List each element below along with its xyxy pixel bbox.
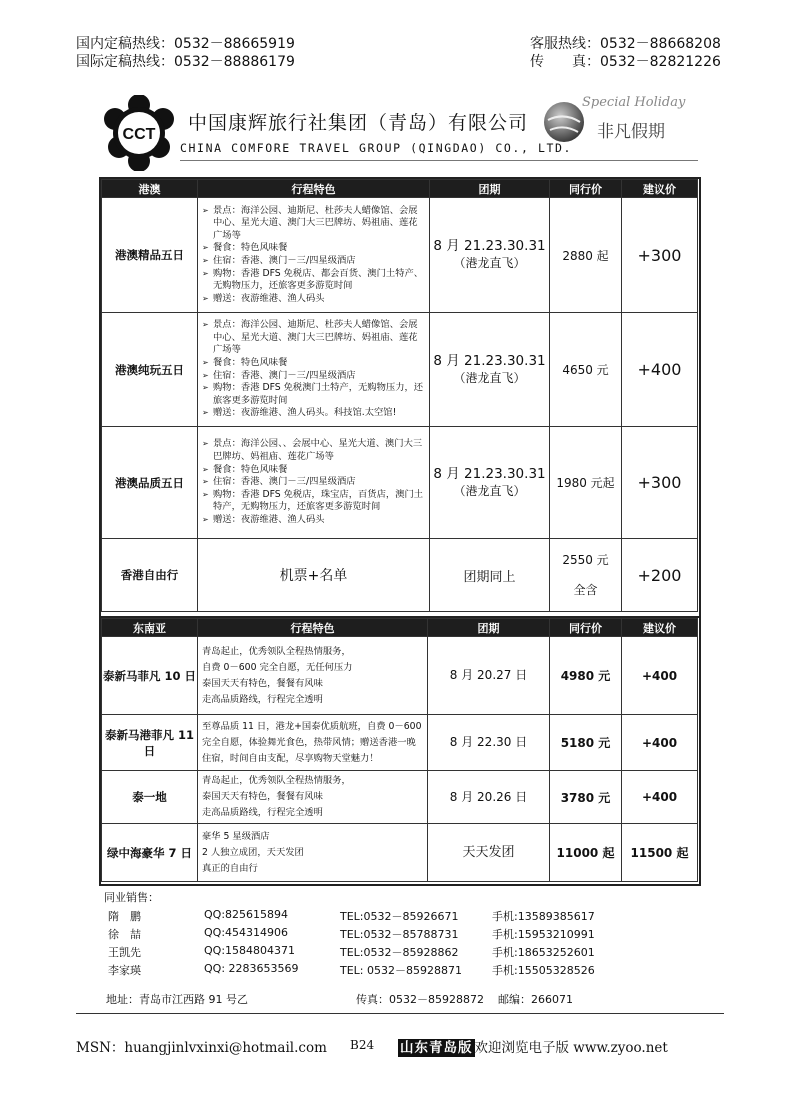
tour-name: 绿中海豪华 7 日 bbox=[102, 824, 198, 882]
col-date: 团期 bbox=[430, 180, 550, 198]
sales-qq: QQ:825615894 bbox=[204, 908, 289, 921]
suggest-price: +400 bbox=[622, 313, 698, 427]
tour-features: 至尊品质 11 日，港龙+国泰优质航班，自费 0－600 完全自愿，体验舞光食色，热带风情；赠送香港一晚住宿，时间自由支配，尽享购物天堂魅力！ bbox=[198, 715, 428, 771]
peer-price: 2550 元 全含 bbox=[550, 539, 622, 612]
table-row bbox=[102, 715, 698, 771]
peer-price: 4980 元 bbox=[550, 637, 622, 715]
tour-date: 8 月 20.27 日 bbox=[428, 637, 550, 715]
contact-fax: 传真：0532－85928872 bbox=[356, 993, 484, 1006]
col-peer-price: 同行价 bbox=[550, 619, 622, 637]
tour-features: ➢ 景点：海洋公园、迪斯尼、杜莎夫人蜡像馆、会展中心、星光大道、澳门大三巴牌坊、妈祖庙、莲花广场等 ➢ 餐食：特色风味餐 ➢ 住宿：香港、澳门－三/四星级酒店 ➢ 购物：香港 DFS 免税澳门土特产，无购物压力，还旅客更多游览时间 ➢ 赠送：夜游维港、渔人码头。科技馆.太空馆! bbox=[198, 313, 430, 427]
special-holiday-en: Special Holiday bbox=[582, 95, 686, 110]
sales-qq: QQ:1584804371 bbox=[204, 944, 296, 957]
table-row bbox=[102, 427, 698, 539]
col-region: 东南亚 bbox=[102, 619, 198, 637]
table-row bbox=[102, 539, 698, 612]
company-name-en: CHINA COMFORE TRAVEL GROUP (QINGDAO) CO., LTD. bbox=[180, 141, 573, 155]
tour-date: 8 月 21.23.30.31 （港龙直飞） bbox=[430, 427, 550, 539]
suggest-price: +400 bbox=[622, 637, 698, 715]
sales-qq: QQ:454314906 bbox=[204, 926, 289, 939]
msn-contact: MSN：huangjinlvxinxi@hotmail.com bbox=[76, 1040, 327, 1056]
tour-name: 泰一地 bbox=[102, 771, 198, 824]
logo-text: CCT bbox=[122, 126, 156, 143]
tour-name: 港澳纯玩五日 bbox=[102, 313, 198, 427]
tour-date: 8 月 21.23.30.31 （港龙直飞） bbox=[430, 313, 550, 427]
peer-price: 11000 起 bbox=[550, 824, 622, 882]
sales-tel: TEL:0532－85926671 bbox=[340, 910, 459, 923]
tour-name: 泰新马港菲凡 11 日 bbox=[102, 715, 198, 771]
tour-name: 港澳品质五日 bbox=[102, 427, 198, 539]
tour-date: 8 月 22.30 日 bbox=[428, 715, 550, 771]
tour-features: 豪华 5 星级酒店 2 人独立成团，天天发团 真正的自由行 bbox=[198, 824, 428, 882]
col-features: 行程特色 bbox=[198, 619, 428, 637]
sales-qq: QQ: 2283653569 bbox=[204, 962, 299, 975]
sales-tel: TEL:0532－85788731 bbox=[340, 928, 459, 941]
table-row bbox=[102, 313, 698, 427]
sales-mobile: 手机:13589385617 bbox=[492, 910, 595, 923]
col-suggest-price: 建议价 bbox=[622, 180, 698, 198]
globe-icon bbox=[540, 98, 588, 146]
tour-name: 香港自由行 bbox=[102, 539, 198, 612]
sales-mobile: 手机:18653252601 bbox=[492, 946, 595, 959]
tour-name: 港澳精品五日 bbox=[102, 198, 198, 313]
suggest-price: +200 bbox=[622, 539, 698, 612]
col-features: 行程特色 bbox=[198, 180, 430, 198]
sales-mobile: 手机:15953210991 bbox=[492, 928, 595, 941]
edition-badge: 山东青岛版 bbox=[400, 1040, 473, 1056]
page-number: B24 bbox=[350, 1038, 375, 1052]
suggest-price: +400 bbox=[622, 715, 698, 771]
col-peer-price: 同行价 bbox=[550, 180, 622, 198]
tour-date: 8 月 20.26 日 bbox=[428, 771, 550, 824]
tour-features: 机票+名单 bbox=[198, 539, 430, 612]
sales-name: 隋 鹏 bbox=[108, 910, 141, 923]
tour-features: 青岛起止，优秀领队全程热情服务， 泰国天天有特色，餐餐有风味 走高品质路线，行程完全透明 bbox=[198, 771, 428, 824]
tour-date: 团期同上 bbox=[430, 539, 550, 612]
postcode: 邮编：266071 bbox=[498, 993, 573, 1006]
sea-table bbox=[101, 618, 698, 882]
tour-name: 泰新马菲凡 10 日 bbox=[102, 637, 198, 715]
table-row bbox=[102, 771, 698, 824]
hkmacau-table bbox=[101, 179, 698, 612]
tour-features: ➢ 景点：海洋公园、迪斯尼、杜莎夫人蜡像馆、会展中心、星光大道、澳门大三巴牌坊、妈祖庙、莲花广场等 ➢ 餐食：特色风味餐 ➢ 住宿：香港、澳门－三/四星级酒店 ➢ 购物：香港 DFS 免税店、都会百货、澳门土特产、无购物压力，还旅客更多游览时间 ➢ 赠送：夜游维港、渔人码头 bbox=[198, 198, 430, 313]
fax-line: 传 真：0532－82821226 bbox=[530, 54, 721, 70]
sales-name: 徐 喆 bbox=[108, 928, 141, 941]
tour-features: ➢ 景点：海洋公园、、会展中心、星光大道、澳门大三巴牌坊、妈祖庙、莲花广场等 ➢ 餐食：特色风味餐 ➢ 住宿：香港、澳门－三/四星级酒店 ➢ 购物：香港 DFS 免税店，珠宝店，百货店，澳门土特产，无购物压力，还旅客更多游览时间 ➢ 赠送：夜游维港、渔人码头 bbox=[198, 427, 430, 539]
sales-title: 同业销售： bbox=[104, 891, 159, 904]
service-hotline: 客服热线：0532－88668208 bbox=[530, 36, 721, 52]
tour-features: 青岛起止，优秀领队全程热情服务， 自费 0－600 完全自愿，无任何压力 泰国天天有特色，餐餐有风味 走高品质路线，行程完全透明 bbox=[198, 637, 428, 715]
suggest-price: 11500 起 bbox=[622, 824, 698, 882]
suggest-price: +300 bbox=[622, 427, 698, 539]
tour-date: 天天发团 bbox=[428, 824, 550, 882]
site-link[interactable]: 欢迎浏览电子版 www.zyoo.net bbox=[474, 1040, 668, 1056]
sales-tel: TEL:0532－85928862 bbox=[340, 946, 459, 959]
peer-price: 4650 元 bbox=[550, 313, 622, 427]
edition-line bbox=[398, 1036, 668, 1056]
company-name-cn: 中国康辉旅行社集团（青岛）有限公司 bbox=[188, 112, 529, 134]
peer-price: 2880 起 bbox=[550, 198, 622, 313]
suggest-price: +400 bbox=[622, 771, 698, 824]
suggest-price: +300 bbox=[622, 198, 698, 313]
table-row bbox=[102, 824, 698, 882]
col-region: 港澳 bbox=[102, 180, 198, 198]
special-holiday-cn: 非凡假期 bbox=[597, 122, 665, 142]
table-row bbox=[102, 198, 698, 313]
footer-divider bbox=[76, 1013, 724, 1014]
peer-price: 3780 元 bbox=[550, 771, 622, 824]
header-divider bbox=[180, 160, 698, 161]
table-row bbox=[102, 637, 698, 715]
domestic-hotline: 国内定稿热线：0532－88665919 bbox=[76, 36, 295, 52]
sales-name: 王凯先 bbox=[108, 946, 141, 959]
peer-price: 5180 元 bbox=[550, 715, 622, 771]
sales-mobile: 手机:15505328526 bbox=[492, 964, 595, 977]
tour-date: 8 月 21.23.30.31 （港龙直飞） bbox=[430, 198, 550, 313]
international-hotline: 国际定稿热线：0532－88886179 bbox=[76, 54, 295, 70]
col-suggest-price: 建议价 bbox=[622, 619, 698, 637]
peer-price: 1980 元起 bbox=[550, 427, 622, 539]
col-date: 团期 bbox=[428, 619, 550, 637]
cct-logo bbox=[101, 95, 177, 171]
address: 地址：青岛市江西路 91 号乙 bbox=[106, 993, 248, 1006]
sales-tel: TEL: 0532－85928871 bbox=[340, 964, 462, 977]
sales-name: 李家瑛 bbox=[108, 964, 141, 977]
